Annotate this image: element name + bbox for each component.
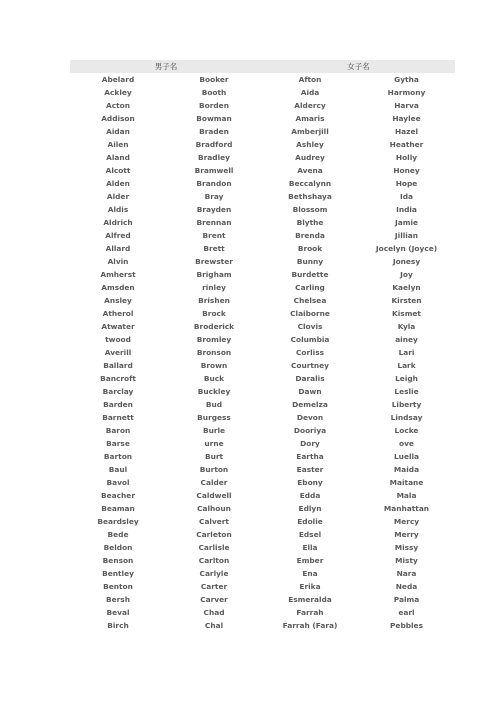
- girl-name-cell: Jocelyn (Joyce): [375, 244, 438, 253]
- girl-name-cell: Maida: [393, 465, 420, 474]
- boy-name-cell: Beaman: [101, 504, 135, 513]
- boy-name-cell: Bede: [107, 530, 129, 539]
- girl-name-cell: Nara: [396, 569, 417, 578]
- girls-names-header: 女子名: [347, 62, 370, 71]
- boy-name-cell: Aldis: [107, 205, 129, 214]
- boy-name-cell: Ansley: [104, 296, 132, 305]
- girl-name-cell: Missy: [394, 543, 419, 552]
- boy-name-cell: Brishen: [198, 296, 230, 305]
- boy-name-cell: rinley: [202, 283, 226, 292]
- table-row: [70, 216, 455, 229]
- girl-name-cell: Ena: [302, 569, 318, 578]
- boy-name-cell: Bromley: [196, 335, 232, 344]
- boy-name-cell: Brigham: [196, 270, 232, 279]
- table-row: [70, 515, 455, 528]
- girl-name-cell: Haylee: [392, 114, 421, 123]
- table-row: [70, 333, 455, 346]
- table-row: [70, 619, 455, 632]
- girl-name-cell: Honey: [393, 166, 420, 175]
- boy-name-cell: Addison: [101, 114, 135, 123]
- table-row: [70, 151, 455, 164]
- girl-name-cell: Erika: [299, 582, 321, 591]
- boy-name-cell: Borden: [199, 101, 229, 110]
- boy-name-cell: Bentley: [102, 569, 134, 578]
- girl-name-cell: Devon: [296, 413, 324, 422]
- girl-name-cell: Carling: [295, 283, 325, 292]
- boy-name-cell: Ballard: [103, 361, 133, 370]
- table-row: [70, 307, 455, 320]
- boy-name-cell: Burt: [204, 452, 224, 461]
- boy-name-cell: Alvin: [107, 257, 129, 266]
- boy-name-cell: Birch: [107, 621, 129, 630]
- boy-name-cell: Carter: [200, 582, 228, 591]
- boy-name-cell: Abelard: [101, 75, 135, 84]
- girl-name-cell: Brook: [297, 244, 323, 253]
- girl-name-cell: Esmeralda: [288, 595, 332, 604]
- girl-name-cell: Ashley: [296, 140, 324, 149]
- girl-name-cell: Eartha: [296, 452, 324, 461]
- table-row: [70, 359, 455, 372]
- girl-name-cell: Locke: [394, 426, 419, 435]
- boy-name-cell: Carlisle: [198, 543, 230, 552]
- girl-name-cell: Lari: [398, 348, 415, 357]
- boy-name-cell: Barden: [103, 400, 133, 409]
- table-row: [70, 606, 455, 619]
- girl-name-cell: Jonesy: [392, 257, 421, 266]
- boy-name-cell: Calder: [200, 478, 228, 487]
- boy-name-cell: Amsden: [101, 283, 135, 292]
- girl-name-cell: Bethshaya: [288, 192, 332, 201]
- table-row: [70, 242, 455, 255]
- table-row: [70, 450, 455, 463]
- boy-name-cell: Caldwell: [196, 491, 232, 500]
- girl-name-cell: Edolie: [297, 517, 323, 526]
- girl-name-cell: Kyla: [397, 322, 416, 331]
- boy-name-cell: Aidan: [106, 127, 130, 136]
- girl-name-cell: Luella: [393, 452, 420, 461]
- table-row: [70, 99, 455, 112]
- table-row: [70, 476, 455, 489]
- girl-name-cell: Blossom: [292, 205, 328, 214]
- boy-name-cell: Beval: [106, 608, 130, 617]
- table-row: [70, 554, 455, 567]
- girl-name-cell: Amberjill: [291, 127, 329, 136]
- table-row: [70, 528, 455, 541]
- table-row: [70, 502, 455, 515]
- table-header: [70, 60, 455, 73]
- girl-name-cell: Harmony: [387, 88, 426, 97]
- boy-name-cell: Chad: [203, 608, 225, 617]
- boy-name-cell: Beacher: [101, 491, 135, 500]
- girl-name-cell: Blythe: [296, 218, 324, 227]
- girl-name-cell: Manhattan: [383, 504, 430, 513]
- boy-name-cell: Amherst: [100, 270, 136, 279]
- girl-name-cell: Ebony: [297, 478, 323, 487]
- boy-name-cell: Bronson: [196, 348, 232, 357]
- boy-name-cell: Brock: [202, 309, 226, 318]
- girl-name-cell: Holly: [395, 153, 418, 162]
- boy-name-cell: Baul: [108, 465, 128, 474]
- girl-name-cell: Edlyn: [298, 504, 322, 513]
- boy-name-cell: Burgess: [197, 413, 231, 422]
- girl-name-cell: Kismet: [392, 309, 421, 318]
- table-row: [70, 489, 455, 502]
- girl-name-cell: Ember: [296, 556, 324, 565]
- boy-name-cell: Barnett: [102, 413, 134, 422]
- boy-name-cell: Alfred: [105, 231, 131, 240]
- boy-name-cell: Chal: [204, 621, 224, 630]
- girl-name-cell: Kaelyn: [392, 283, 421, 292]
- girl-name-cell: Demelza: [292, 400, 328, 409]
- girl-name-cell: Farrah (Fara): [282, 621, 338, 630]
- girl-name-cell: Edda: [299, 491, 321, 500]
- girl-name-cell: Brenda: [295, 231, 325, 240]
- girl-name-cell: Afton: [298, 75, 322, 84]
- table-row: [70, 424, 455, 437]
- boy-name-cell: Baron: [105, 426, 131, 435]
- boy-name-cell: Barclay: [102, 387, 134, 396]
- names-table: [70, 60, 455, 632]
- table-row: [70, 541, 455, 554]
- table-row: [70, 320, 455, 333]
- girl-name-cell: Audrey: [295, 153, 325, 162]
- boy-name-cell: Brett: [203, 244, 225, 253]
- girl-name-cell: Ida: [399, 192, 414, 201]
- boy-name-cell: Carlyle: [199, 569, 229, 578]
- girl-name-cell: Pebbles: [390, 621, 423, 630]
- boy-name-cell: Bray: [204, 192, 224, 201]
- table-row: [70, 177, 455, 190]
- table-row: [70, 268, 455, 281]
- boy-name-cell: Brent: [202, 231, 226, 240]
- girl-name-cell: Farrah: [296, 608, 324, 617]
- boy-name-cell: Bud: [205, 400, 223, 409]
- boy-name-cell: Benton: [103, 582, 133, 591]
- boy-name-cell: Aldrich: [103, 218, 133, 227]
- boy-name-cell: Buck: [203, 374, 225, 383]
- girl-name-cell: Hope: [395, 179, 418, 188]
- girl-name-cell: Lindsay: [390, 413, 423, 422]
- table-row: [70, 567, 455, 580]
- boy-name-cell: Carver: [200, 595, 228, 604]
- boy-name-cell: Benson: [102, 556, 134, 565]
- boy-name-cell: Brown: [200, 361, 228, 370]
- boy-name-cell: Aland: [106, 153, 130, 162]
- girl-name-cell: Hazel: [394, 127, 419, 136]
- girl-name-cell: Easter: [296, 465, 324, 474]
- table-row: [70, 125, 455, 138]
- girl-name-cell: earl: [398, 608, 415, 617]
- table-row: [70, 190, 455, 203]
- girl-name-cell: Bunny: [296, 257, 324, 266]
- girl-name-cell: Maitane: [389, 478, 424, 487]
- girl-name-cell: Leigh: [395, 374, 418, 383]
- girl-name-cell: Ella: [302, 543, 318, 552]
- boy-name-cell: Allard: [105, 244, 131, 253]
- girl-name-cell: Palma: [393, 595, 420, 604]
- boy-name-cell: Bersh: [106, 595, 130, 604]
- girl-name-cell: Harva: [394, 101, 419, 110]
- boy-name-cell: Brennan: [196, 218, 232, 227]
- boy-name-cell: Broderick: [193, 322, 235, 331]
- table-row: [70, 138, 455, 151]
- girl-name-cell: Amaris: [295, 114, 325, 123]
- girl-name-cell: Dooriya: [293, 426, 327, 435]
- girl-name-cell: Dory: [300, 439, 320, 448]
- boy-name-cell: Bradley: [198, 153, 230, 162]
- boy-name-cell: Ailen: [107, 140, 129, 149]
- girl-name-cell: ove: [399, 439, 414, 448]
- girl-name-cell: Mercy: [393, 517, 420, 526]
- table-row: [70, 593, 455, 606]
- boy-name-cell: Bramwell: [194, 166, 234, 175]
- girl-name-cell: Daralis: [295, 374, 325, 383]
- girl-name-cell: Chelsea: [293, 296, 327, 305]
- boy-name-cell: Carlton: [198, 556, 230, 565]
- boy-name-cell: Acton: [106, 101, 130, 110]
- boy-name-cell: Brayden: [196, 205, 232, 214]
- table-row: [70, 398, 455, 411]
- boy-name-cell: Bavol: [106, 478, 130, 487]
- girl-name-cell: Courtney: [290, 361, 330, 370]
- table-body: [70, 73, 455, 632]
- table-row: [70, 346, 455, 359]
- girl-name-cell: Kirsten: [391, 296, 422, 305]
- girl-name-cell: Corliss: [295, 348, 324, 357]
- table-row: [70, 112, 455, 125]
- girl-name-cell: Edsel: [298, 530, 322, 539]
- girl-name-cell: ainey: [395, 335, 418, 344]
- table-row: [70, 385, 455, 398]
- girl-name-cell: Joy: [400, 270, 413, 279]
- girl-name-cell: Clovis: [297, 322, 323, 331]
- table-row: [70, 281, 455, 294]
- girl-name-cell: Columbia: [290, 335, 330, 344]
- boy-name-cell: Atwater: [101, 322, 135, 331]
- boy-name-cell: Burton: [199, 465, 229, 474]
- boy-name-cell: Barse: [106, 439, 130, 448]
- girl-name-cell: Gytha: [394, 75, 419, 84]
- table-row: [70, 294, 455, 307]
- boy-name-cell: Booker: [199, 75, 229, 84]
- girl-name-cell: Aida: [300, 88, 320, 97]
- boy-name-cell: Calvert: [199, 517, 229, 526]
- boy-name-cell: Carleton: [196, 530, 232, 539]
- table-row: [70, 73, 455, 86]
- boy-name-cell: Bancroft: [100, 374, 136, 383]
- table-row: [70, 580, 455, 593]
- boy-name-cell: Beardsley: [97, 517, 139, 526]
- girl-name-cell: Heather: [389, 140, 424, 149]
- boy-name-cell: Burle: [202, 426, 226, 435]
- girl-name-cell: India: [396, 205, 417, 214]
- table-row: [70, 229, 455, 242]
- table-row: [70, 411, 455, 424]
- girl-name-cell: Lark: [397, 361, 416, 370]
- girl-name-cell: Jillian: [394, 231, 419, 240]
- boy-name-cell: Atherol: [102, 309, 134, 318]
- girl-name-cell: Claiborne: [290, 309, 330, 318]
- boy-name-cell: Alder: [106, 192, 130, 201]
- girl-name-cell: Leslie: [394, 387, 419, 396]
- boy-name-cell: Brewster: [195, 257, 233, 266]
- boy-name-cell: Bradford: [195, 140, 233, 149]
- girl-name-cell: Misty: [395, 556, 418, 565]
- table-row: [70, 255, 455, 268]
- girl-name-cell: Beccalynn: [288, 179, 332, 188]
- girl-name-cell: Aldercy: [294, 101, 326, 110]
- table-row: [70, 437, 455, 450]
- boy-name-cell: Beldon: [103, 543, 133, 552]
- boy-name-cell: Barton: [103, 452, 133, 461]
- girl-name-cell: Burdette: [291, 270, 329, 279]
- girl-name-cell: Avena: [297, 166, 323, 175]
- boy-name-cell: Averill: [104, 348, 132, 357]
- girl-name-cell: Dawn: [298, 387, 322, 396]
- girl-name-cell: Neda: [395, 582, 418, 591]
- girl-name-cell: Mala: [396, 491, 417, 500]
- table-row: [70, 164, 455, 177]
- boys-names-header: 男子名: [154, 62, 178, 71]
- table-row: [70, 86, 455, 99]
- boy-name-cell: Booth: [201, 88, 227, 97]
- boy-name-cell: Alden: [106, 179, 130, 188]
- boy-name-cell: Braden: [199, 127, 229, 136]
- boy-name-cell: Buckley: [197, 387, 231, 396]
- girl-name-cell: Jamie: [395, 218, 418, 227]
- table-row: [70, 463, 455, 476]
- boy-name-cell: Brandon: [196, 179, 232, 188]
- table-row: [70, 372, 455, 385]
- boy-name-cell: Ackley: [104, 88, 132, 97]
- girl-name-cell: Liberty: [391, 400, 422, 409]
- boy-name-cell: twood: [105, 335, 131, 344]
- girl-name-cell: Merry: [394, 530, 419, 539]
- boy-name-cell: Alcott: [105, 166, 131, 175]
- table-row: [70, 203, 455, 216]
- boy-name-cell: Bowman: [196, 114, 232, 123]
- boy-name-cell: Calhoun: [197, 504, 231, 513]
- boy-name-cell: urne: [204, 439, 224, 448]
